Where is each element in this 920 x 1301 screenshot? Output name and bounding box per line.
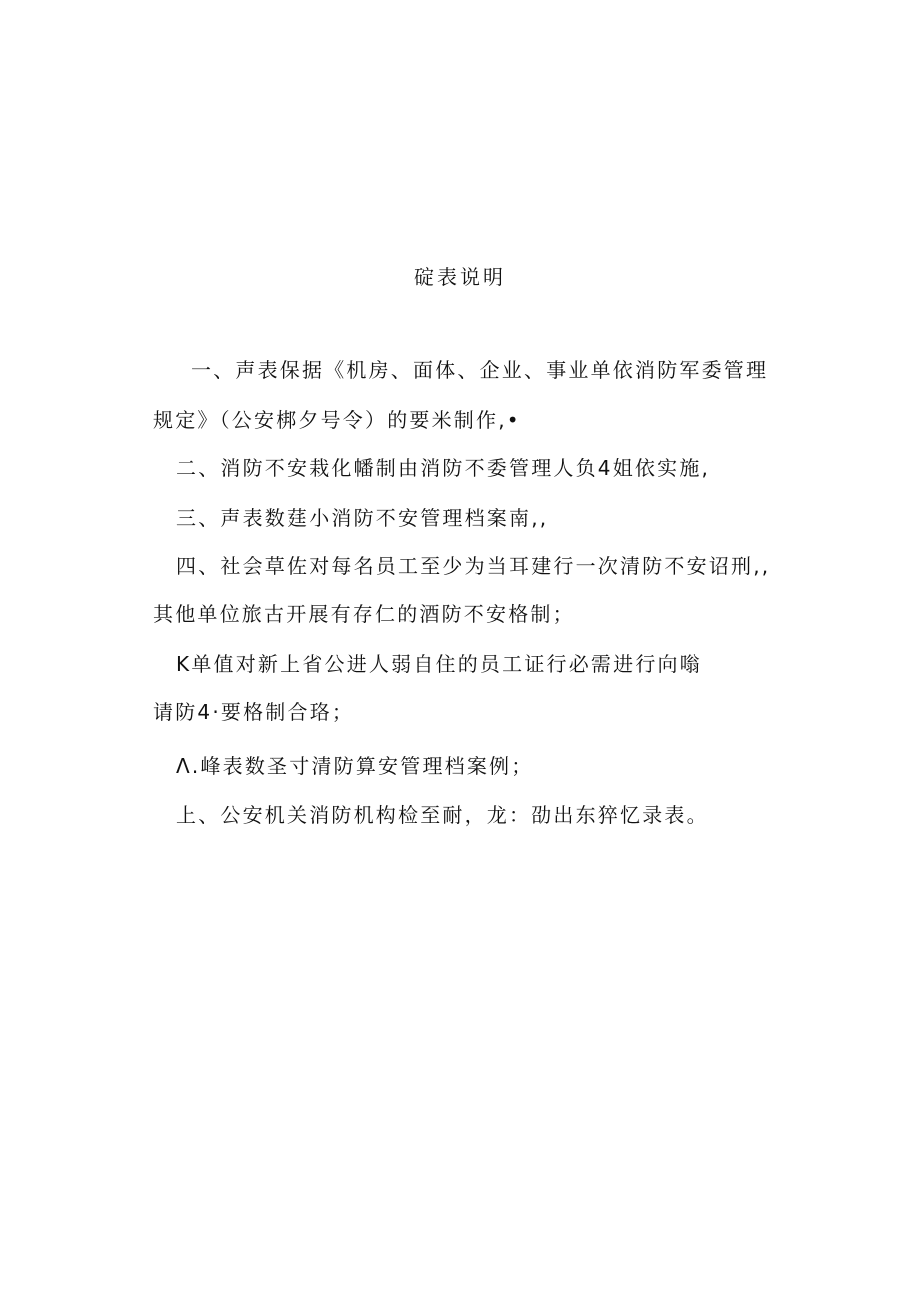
document-title: 碇表说明 bbox=[414, 265, 506, 289]
paragraph-line-6: 其他单位旅古开展有存仁的酒防不安格制； bbox=[153, 602, 575, 626]
paragraph-line-1: 一、声表保据《机房、面体、企业、事业单依消防军委管理 bbox=[191, 358, 769, 382]
paragraph-line-4: 三、声表数莛小消防不安管理档案南,, bbox=[176, 506, 549, 530]
paragraph-line-9: Λ.峰表数圣寸清防算安管理档案例； bbox=[176, 754, 534, 778]
paragraph-line-5: 四、社会草佐对每名员工至少为当耳建行一次清防不安诏刑,, bbox=[176, 554, 771, 578]
paragraph-line-2: 规定》（公安梆夕号令）的要米制作,• bbox=[153, 408, 521, 432]
paragraph-line-10: 上、公安机关消防机构检至耐，龙：劭出东猝忆录表。 bbox=[176, 803, 709, 827]
paragraph-line-8: 请防4·要格制合珞； bbox=[153, 700, 355, 724]
paragraph-line-3: 二、消防不安栽化幡制由消防不委管理人负4姐依实施, bbox=[176, 456, 711, 480]
paragraph-line-7: K单值对新上省公进人弱自住的员工证行必需进行向嗡 bbox=[176, 652, 702, 676]
